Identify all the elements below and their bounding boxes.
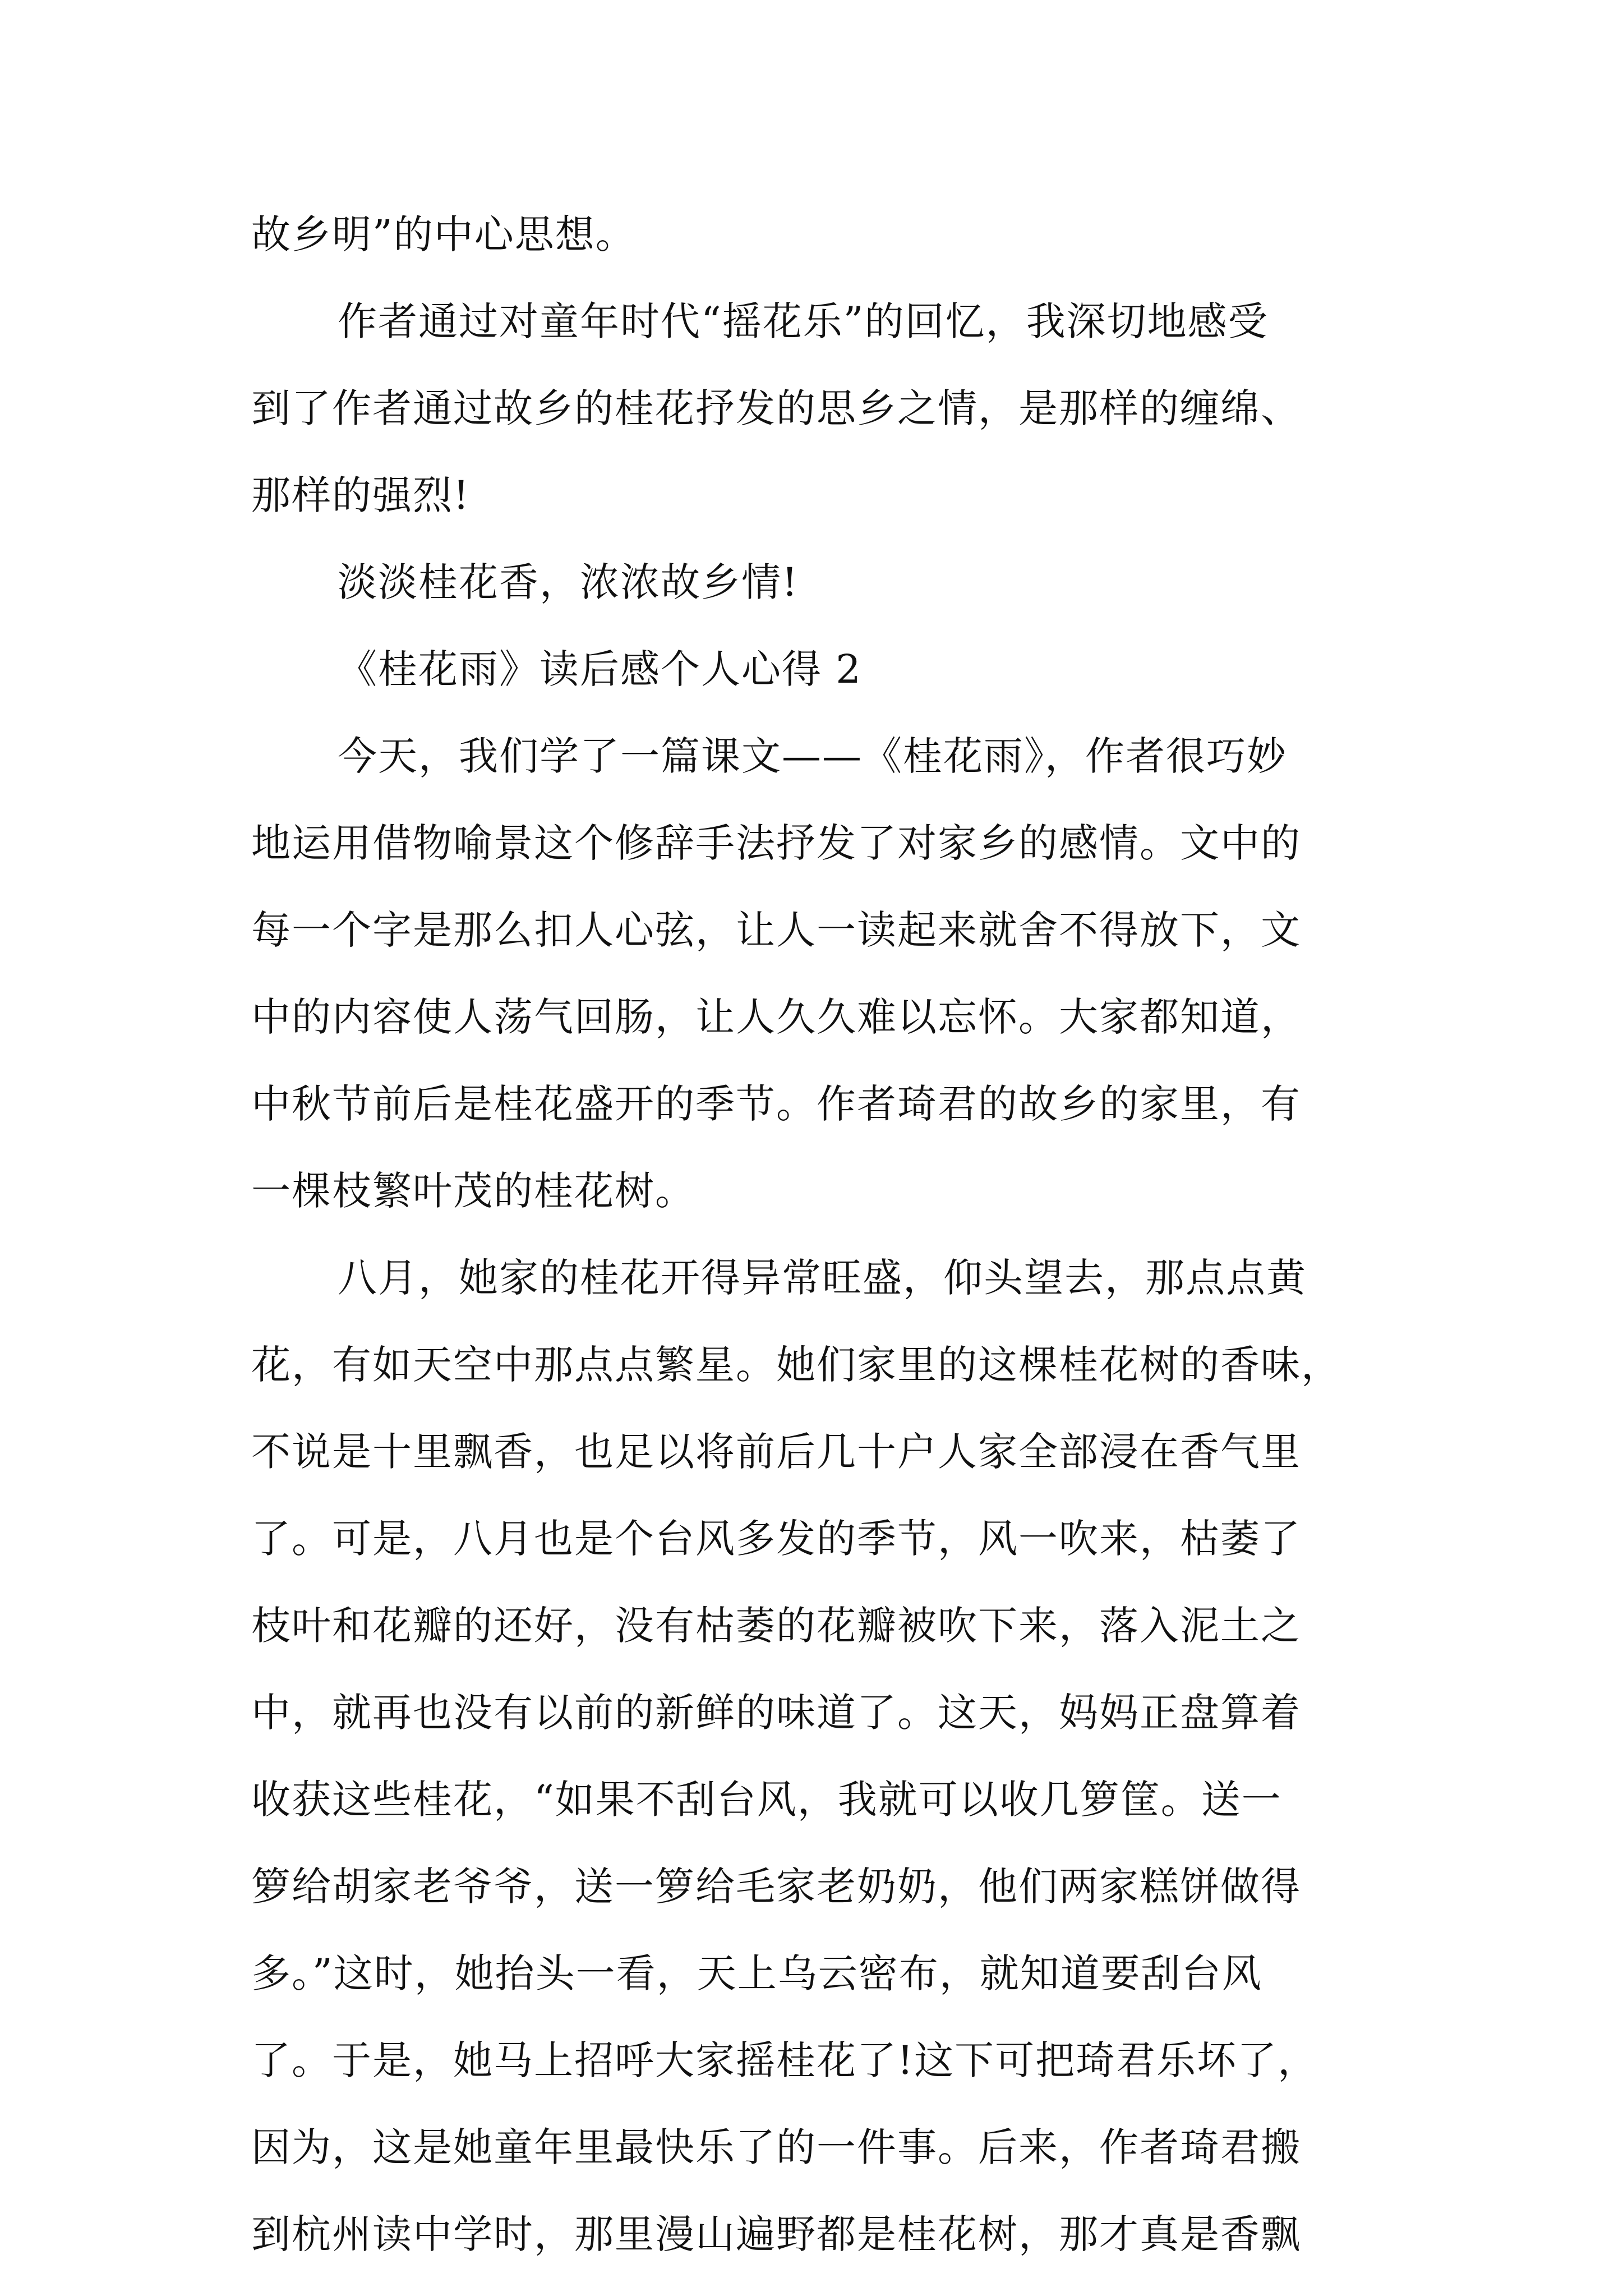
- text-line-2: 作者通过对童年时代“摇花乐”的回忆，我深切地感受: [338, 298, 1269, 344]
- text-line-24: 到杭州读中学时，那里漫山遍野都是桂花树，那才真是香飘: [251, 2211, 1301, 2257]
- text-line-22: 了。于是，她马上招呼大家摇桂花了!这下可把琦君乐坏了，: [251, 2037, 1318, 2083]
- text-line-7: 今天，我们学了一篇课文——《桂花雨》，作者很巧妙: [338, 733, 1287, 779]
- text-line-3: 到了作者通过故乡的桂花抒发的思乡之情，是那样的缠绵、: [251, 385, 1301, 431]
- text-line-5: 淡淡桂花香，浓浓故乡情!: [338, 559, 799, 605]
- text-line-10: 中的内容使人荡气回肠，让人久久难以忘怀。大家都知道，: [251, 994, 1301, 1040]
- text-line-17: 枝叶和花瓣的还好，没有枯萎的花瓣被吹下来，落入泥土之: [251, 1603, 1301, 1649]
- text-line-1: 故乡明”的中心思想。: [251, 211, 636, 257]
- text-line-13: 八月，她家的桂花开得异常旺盛，仰头望去，那点点黄: [338, 1255, 1307, 1301]
- text-line-15: 不说是十里飘香，也足以将前后几十户人家全部浸在香气里: [251, 1429, 1301, 1475]
- text-line-8: 地运用借物喻景这个修辞手法抒发了对家乡的感情。文中的: [251, 820, 1301, 866]
- text-line-21: 多。”这时，她抬头一看，天上乌云密布，就知道要刮台风: [251, 1950, 1262, 1996]
- text-line-23: 因为，这是她童年里最快乐了的一件事。后来，作者琦君搬: [251, 2124, 1301, 2170]
- text-line-19: 收获这些桂花，“如果不刮台风，我就可以收几箩筐。送一: [251, 1777, 1282, 1823]
- text-line-9: 每一个字是那么扣人心弦，让人一读起来就舍不得放下，文: [251, 907, 1301, 953]
- text-line-11: 中秋节前后是桂花盛开的季节。作者琦君的故乡的家里，有: [251, 1081, 1301, 1127]
- text-line-12: 一棵枝繁叶茂的桂花树。: [251, 1168, 695, 1214]
- text-line-14: 花，有如天空中那点点繁星。她们家里的这棵桂花树的香味，: [251, 1342, 1341, 1388]
- text-line-20: 箩给胡家老爷爷，送一箩给毛家老奶奶，他们两家糕饼做得: [251, 1864, 1301, 1910]
- text-line-4: 那样的强烈!: [251, 472, 471, 518]
- text-line-18: 中，就再也没有以前的新鲜的味道了。这天，妈妈正盘算着: [251, 1690, 1301, 1736]
- section-heading: 《桂花雨》读后感个人心得 2: [338, 646, 862, 692]
- text-line-16: 了。可是，八月也是个台风多发的季节，风一吹来，枯萎了: [251, 1516, 1301, 1562]
